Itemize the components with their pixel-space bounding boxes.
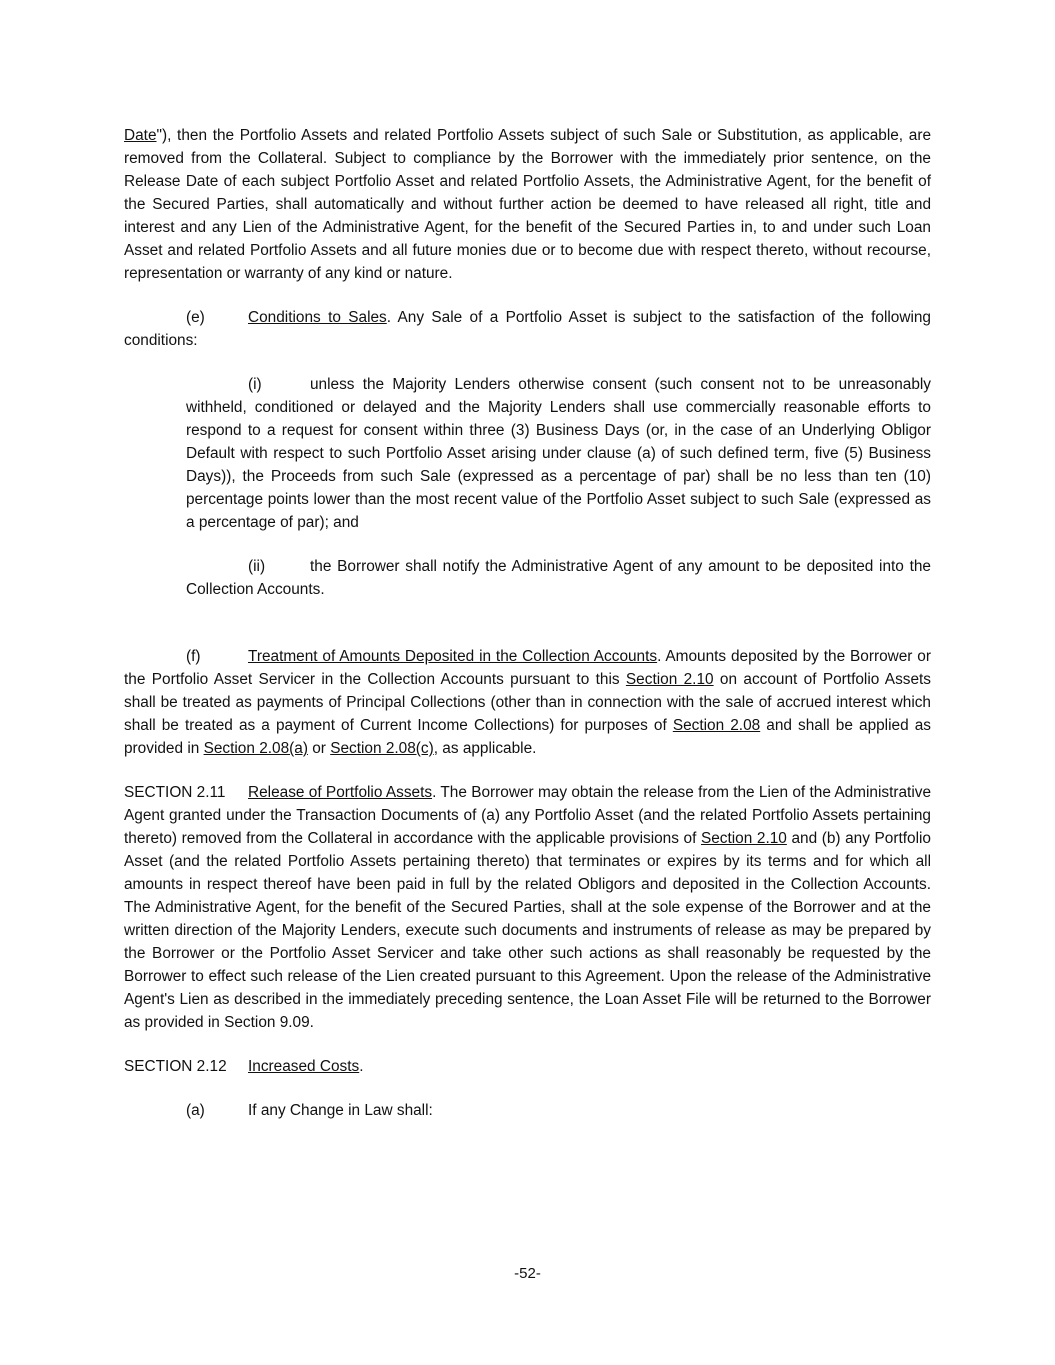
section-2-12 (124, 1055, 931, 1078)
section-reference: Section 2.08(c) (330, 740, 434, 757)
paragraph-text: or (307, 740, 331, 757)
paragraph-text: . (359, 1058, 364, 1075)
paragraph-text: "), then the Portfolio Assets and related Portfolio Assets subject of such Sale or Substitution, as applicable, are removed from the Collateral. Subject to compliance by the Borrower with the immediately prior sentence, on the Release Date of each subject Portfolio Asset and related Portfolio Assets, the Administrative Agent, for the benefit of the Secured Parties, shall automatically and without further action be deemed to have released all right, title and interest and any Lien of the Administrative Agent, for the benefit of the Secured Parties in, to and under such Loan Asset and related Portfolio Assets and all future monies due or to become due with respect thereto, without recourse, representation or warranty of any kind or nature. (124, 127, 931, 282)
clause-label: (f) (186, 648, 201, 665)
subclause-ii (186, 555, 931, 601)
paragraph-text: If any Change in Law shall: (248, 1102, 433, 1119)
section-label: SECTION 2.11 (124, 784, 226, 801)
subclause-text: the Borrower shall notify the Administrative Agent of any amount to be deposited into the Collection Accounts. (186, 558, 931, 598)
section-reference: Section 2.10 (625, 671, 714, 688)
paragraph-release-date (124, 124, 931, 285)
paragraph-text: . Amounts deposited by the Borrower or the Portfolio Asset Servicer in the Collection Accounts pursuant to this (124, 648, 931, 688)
page-number: -52- (514, 1265, 541, 1282)
clause-label: (e) (186, 309, 205, 326)
clause-label: (a) (186, 1102, 205, 1119)
defined-term-date: Date (124, 127, 157, 144)
document-page (124, 124, 931, 1122)
section-label: SECTION 2.12 (124, 1058, 227, 1075)
paragraph-treatment-of-amounts (124, 645, 931, 760)
section-reference: Section 2.10 (700, 830, 787, 847)
paragraph-conditions-to-sales (124, 306, 931, 352)
paragraph-text: and shall be applied as provided in (124, 717, 931, 757)
paragraph-text: . The Borrower may obtain the release from the Lien of the Administrative Agent granted under the Transaction Documents of (a) any Portfolio Asset (and the related Portfolio Assets pertaining thereto) removed from the Collateral in accordance with the applicable provisions of (124, 784, 932, 847)
paragraph-text: and (b) any Portfolio Asset (and the related Portfolio Assets pertaining thereto) that terminates or expires by its terms and for which all amounts in respect thereof have been paid in full by the related Obligors and deposited in the Collection Accounts. The Administrative Agent, for the benefit of the Secured Parties, shall at the sole expense of the Borrower and at the written direction of the Majority Lenders, execute such documents and instruments of release as may be prepared by the Borrower or the Portfolio Asset Servicer and take other such actions as shall reasonably be requested by the Borrower to effect such release of the Lien created pursuant to this Agreement. Upon the release of the Administrative Agent's Lien as described in the immediately preceding sentence, the Loan Asset File will be returned to the Borrower as provided in Section 9.09. (124, 830, 931, 1031)
section-2-11 (124, 781, 931, 1034)
section-reference: Section 2.08 (672, 717, 761, 734)
clause-title: Treatment of Amounts Deposited in the Collection Accounts (248, 648, 658, 665)
paragraph-2-12-a (124, 1099, 931, 1122)
subclause-label: (i) (248, 376, 262, 393)
paragraph-text: on account of Portfolio Assets shall be treated as payments of Principal Collections (other than in connection with the sale of accrued interest which shall be treated as a payment of Current Income Collections) for purposes of (124, 671, 931, 734)
paragraph-text: , as applicable. (433, 740, 537, 757)
subclause-label: (ii) (248, 558, 266, 575)
section-title: Increased Costs (248, 1058, 360, 1075)
section-title: Release of Portfolio Assets (248, 784, 433, 801)
section-reference: Section 2.08(a) (203, 740, 308, 757)
subclause-text: unless the Majority Lenders otherwise consent (such consent not to be unreasonably withheld, conditioned or delayed and the Majority Lenders shall use commercially reasonable efforts to respond to a request for consent within three (3) Business Days (or, in the case of an Underlying Obligor Default with respect to such Portfolio Asset arising under clause (a) of such defined term, five (5) Business Days)), the Proceeds from such Sale (expressed as a percentage of par) shall be no less than ten (10) percentage points lower than the most recent value of the Portfolio Asset subject to such Sale (expressed as a percentage of par); and (186, 376, 931, 531)
subclause-i (186, 373, 931, 534)
clause-title: Conditions to Sales (248, 309, 387, 326)
paragraph-text: . Any Sale of a Portfolio Asset is subject to the satisfaction of the following conditions: (124, 309, 931, 349)
